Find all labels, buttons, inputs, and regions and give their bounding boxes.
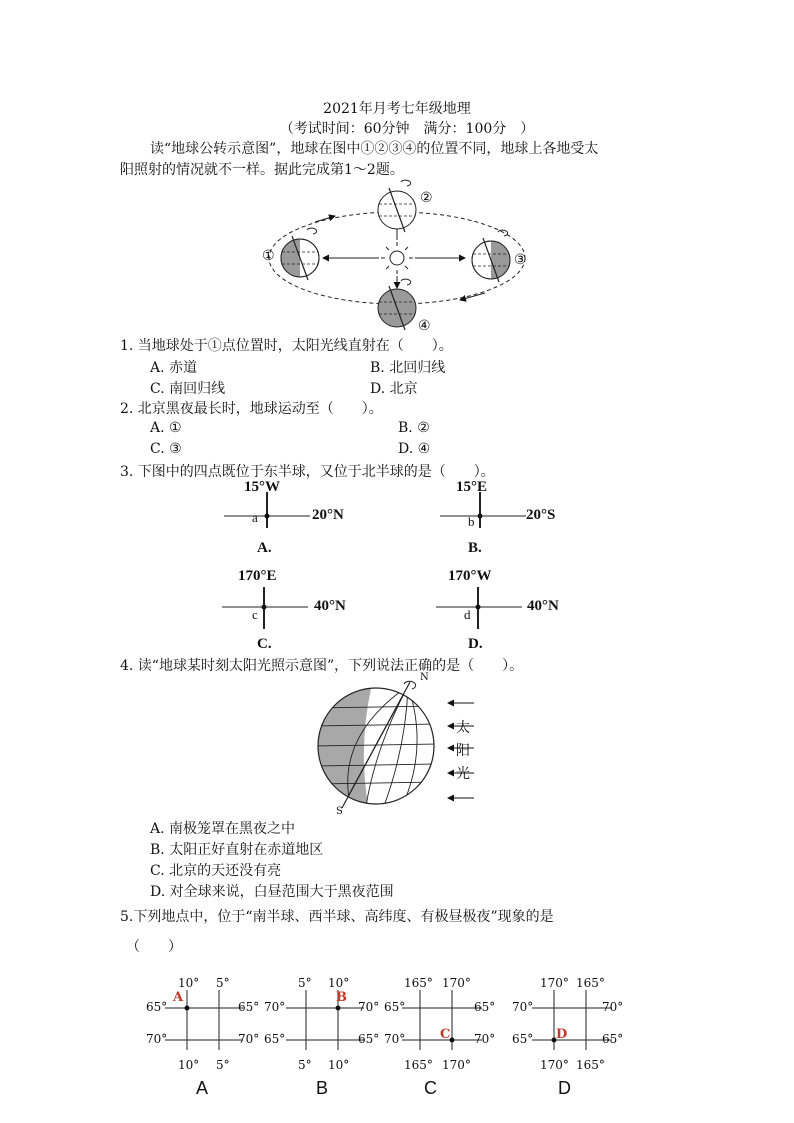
orbit-label-3: ③ [514,252,527,268]
question-1-stem: 1. 当地球处于①点位置时，太阳光线直射在（ ）。 [120,338,453,354]
q3-c-top: 170°E [238,568,277,584]
q2-option-d[interactable]: D. ④ [398,441,431,457]
q4-option-a[interactable]: A. 南极笼罩在黑夜之中 [150,821,296,837]
q5-b-bottom-2: 10° [328,1058,350,1072]
q5-c-right-1: 65° [474,1000,496,1014]
q5-point-a: A [173,990,184,1005]
south-label: S [336,806,343,817]
q5-grid-b [286,990,366,1050]
q1-option-d[interactable]: D. 北京 [370,381,418,397]
q5-b-bottom-1: 5° [298,1058,312,1072]
q5-c-left-2: 70° [384,1032,406,1046]
question-5-stem: 5.下列地点中，位于“南半球、西半球、高纬度、有极昼极夜”现象的是 [120,909,554,925]
question-2-stem: 2. 北京黑夜最长时，地球运动至（ ）。 [120,401,383,417]
q5-d-bottom-1: 170° [540,1058,569,1072]
sun-char-1: 太 [456,720,470,736]
q5-a-top-2: 5° [216,976,230,990]
q5-d-right-2: 65° [602,1032,624,1046]
q5-a-left-1: 65° [146,1000,168,1014]
question-4-stem: 4. 读“地球某时刻太阳光照示意图”，下列说法正确的是（ ）。 [120,658,524,674]
q2-option-b[interactable]: B. ② [398,420,430,436]
q5-d-right-1: 70° [602,1000,624,1014]
q5-d-bottom-2: 165° [576,1058,605,1072]
q5-a-bottom-1: 10° [178,1058,200,1072]
q5-c-top-2: 170° [442,976,471,990]
q5-a-bottom-2: 5° [216,1058,230,1072]
question-3-stem: 3. 下图中的四点既位于东半球，又位于北半球的是（ ）。 [120,464,495,480]
q4-option-c[interactable]: C. 北京的天还没有亮 [150,863,282,879]
orbit-diagram [255,178,535,338]
q2-option-c[interactable]: C. ③ [150,441,182,457]
question-5-paren: （ ） [126,939,182,955]
north-label: N [420,672,429,683]
q5-c-bottom-2: 170° [442,1058,471,1072]
q5-c-bottom-1: 165° [404,1058,433,1072]
q3-b-letter[interactable]: B. [468,540,482,556]
q3-c-right: 40°N [314,598,346,614]
q5-point-d: D [556,1027,568,1042]
q3-a-letter[interactable]: A. [257,540,272,556]
q5-letter-d[interactable]: D [558,1078,571,1098]
orbit-label-4: ④ [418,318,431,334]
q5-c-left-1: 65° [384,1000,406,1014]
q4-option-d[interactable]: D. 对全球来说，白昼范围大于黑夜范围 [150,884,394,900]
q5-b-left-1: 70° [264,1000,286,1014]
q2-option-a[interactable]: A. ① [150,420,182,436]
q5-a-right-1: 65° [238,1000,260,1014]
q3-d-point: d [464,607,471,622]
q5-a-right-2: 70° [238,1032,260,1046]
q5-point-c: C [440,1027,451,1042]
intro-line-1: 读“地球公转示意图”，地球在图中①②③④的位置不同，地球上各地受太 [150,141,599,157]
q5-b-right-2: 65° [358,1032,380,1046]
intro-line-2: 阳照射的情况就不一样。据此完成第1～2题。 [120,162,404,178]
earth-position-3 [472,230,510,282]
q5-d-left-1: 70° [512,1000,534,1014]
q3-d-top: 170°W [448,568,492,584]
q3-a-top: 15°W [244,479,280,495]
page-subtitle: （考试时间：60分钟 满分：100分 ） [279,121,535,137]
q5-a-top-1: 10° [178,976,200,990]
q3-c-letter[interactable]: C. [257,636,272,652]
q1-option-c[interactable]: C. 南回归线 [150,381,226,397]
q5-letter-a[interactable]: A [196,1078,209,1098]
sun-char-2: 阳 [456,743,470,759]
earth-position-2 [378,180,416,232]
page-title: 2021年月考七年级地理 [323,101,471,117]
q3-a-right: 20°N [312,507,344,523]
q5-b-left-2: 65° [264,1032,286,1046]
q5-b-top-2: 10° [328,976,350,990]
q5-d-top-1: 170° [540,976,569,990]
q1-option-a[interactable]: A. 赤道 [150,360,198,376]
q5-a-left-2: 70° [146,1032,168,1046]
q5-letter-c[interactable]: C [424,1078,437,1098]
q5-letter-b[interactable]: B [316,1078,329,1098]
q3-b-top: 15°E [456,479,488,495]
q3-b-right: 20°S [526,507,556,523]
earth-position-1 [281,228,319,280]
q5-d-left-2: 65° [512,1032,534,1046]
q5-d-top-2: 165° [576,976,605,990]
sun-icon [381,242,413,274]
q5-point-b: B [336,990,347,1005]
sun-char-3: 光 [456,766,470,782]
q4-option-b[interactable]: B. 太阳正好直射在赤道地区 [150,842,324,858]
orbit-label-1: ① [262,248,275,264]
q5-b-top-1: 5° [298,976,312,990]
q3-b-point: b [468,514,475,529]
orbit-label-2: ② [420,190,433,206]
q3-cross-d [436,583,526,629]
q3-c-point: c [252,607,258,622]
q5-b-right-1: 70° [358,1000,380,1014]
q1-option-b[interactable]: B. 北回归线 [370,360,446,376]
q3-cross-c [222,583,312,629]
q5-c-right-2: 70° [474,1032,496,1046]
q3-d-letter[interactable]: D. [468,636,483,652]
q3-d-right: 40°N [527,598,559,614]
q3-a-point: a [252,510,258,525]
q5-c-top-1: 165° [404,976,433,990]
